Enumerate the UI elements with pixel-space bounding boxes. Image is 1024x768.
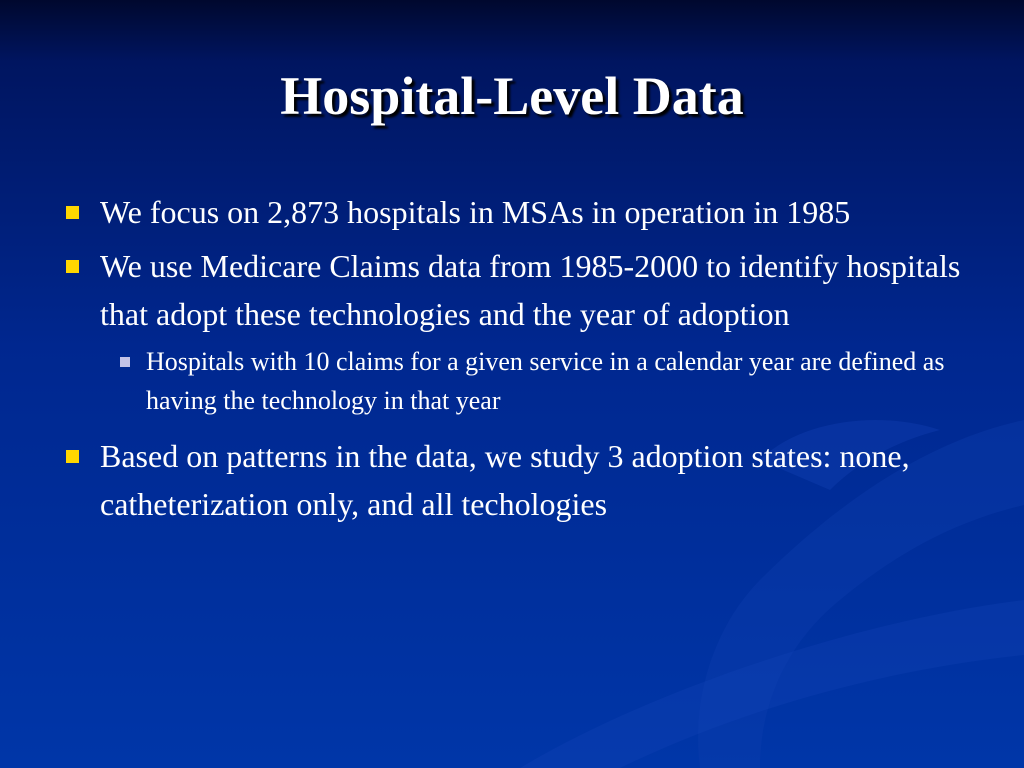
bullet-item xyxy=(58,432,968,528)
square-bullet-icon xyxy=(66,450,79,463)
bullet-list xyxy=(58,188,968,534)
sub-bullet-list xyxy=(100,342,968,420)
bullet-item xyxy=(58,188,968,236)
bullet-item xyxy=(58,242,968,420)
sub-bullet-text: Hospitals with 10 claims for a given service in a calendar year are defined as having the technology in that year xyxy=(146,347,945,415)
sub-bullet-item xyxy=(100,342,968,420)
slide-title: Hospital-Level Data xyxy=(280,66,744,126)
bullet-text: We focus on 2,873 hospitals in MSAs in operation in 1985 xyxy=(100,194,851,230)
square-bullet-icon xyxy=(66,206,79,219)
bullet-text: We use Medicare Claims data from 1985-2000 to identify hospitals that adopt these technologies and the year of adoption xyxy=(100,248,961,332)
square-bullet-icon xyxy=(66,260,79,273)
bullet-text: Based on patterns in the data, we study 3 adoption states: none, catheterization only, and all techologies xyxy=(100,438,910,522)
small-square-bullet-icon xyxy=(120,357,130,367)
